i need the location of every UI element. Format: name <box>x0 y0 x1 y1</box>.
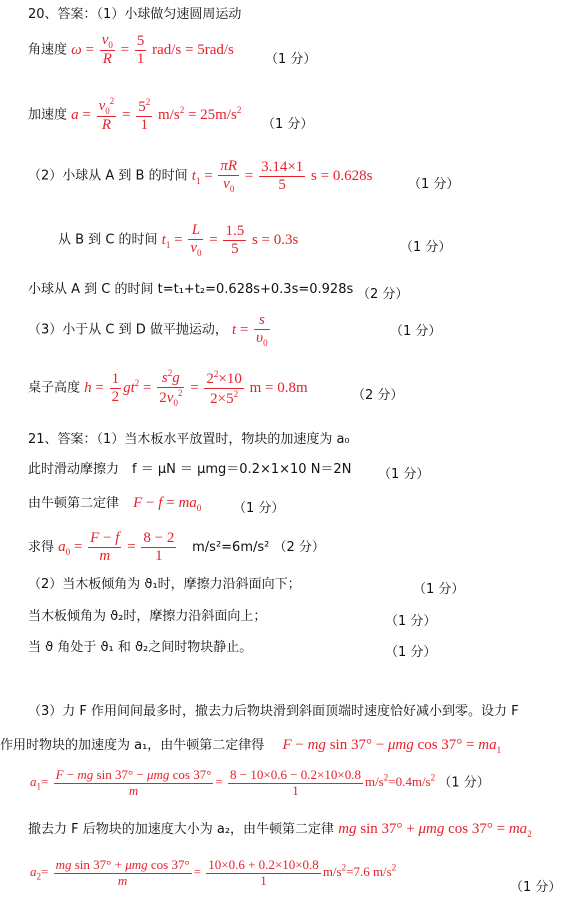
a1-newton-expression: F − mg sin 37° − μmg $\cos 37^\circ = ma_1$ <box>282 737 502 755</box>
q20-header: 20、答案：（1）小球做匀速圆周运动 <box>28 7 242 22</box>
q21-part3-b-text: 作用时物块的加速度为 a₁，由牛顿第二定律得 <box>0 738 265 753</box>
q21-part2-c-points: （1 分） <box>385 645 437 660</box>
solve-expression: $a_0$ = $\frac{F - f}{m}$ = $\frac{8 - 2}{1}$ <box>58 530 175 565</box>
acceleration-expression: a = $\frac{v_0^2}{R}$ = $\frac{5^2}{1}$ $m/s^2 = 25m/s^2$ <box>71 96 242 134</box>
solve-unit: m/s²=6m/s² <box>192 540 270 556</box>
bc-time-text: 从 B 到 C 的时间 <box>58 232 158 248</box>
ac-time-text: 小球从 A 到 C 的时间 t=t₁+t₂=0.628s+0.3s=0.928s <box>28 282 354 297</box>
q21-part3-c-line <box>28 822 532 839</box>
table-height-expression: h = $\frac{1}{2}$ $gt^2$ = $\frac{s^2g}{2v_0^2}$ = $\frac{2^2\times 10}{2\times 5^2}$ m = 0.8m <box>84 368 308 409</box>
table-height-points: （2 分） <box>352 388 404 403</box>
newton-text: 由牛顿第二定律 <box>28 496 120 511</box>
q21-part3-c-text: 撤去力 F 后物块的加速度大小为 a₂，由牛顿第二定律 <box>28 822 335 837</box>
bc-time-points: （1 分） <box>400 240 452 255</box>
omega-expression: ω = $\frac{v_0}{R}$ = $\frac{5}{1}$ rad/s = 5rad/s <box>71 32 234 68</box>
a1-expression: $a_1=$ $\frac{\text{F − mg sin 37° − μmg cos 37°}}{m}$ = $\frac{8 - 10\times 0.6 - 0.2\times 10\times 0.8}{1}$ $m/s^2=0.4m/s^2$ <box>30 767 436 798</box>
a2-expression: $a_2=$ $\frac{\text{mg sin 37° + μmg cos 37°}}{m}$ = $\frac{10\times 0.6 + 0.2\times 10\times 0.8}{1}$ $m/s^2=7.6$ $m/s^2$ <box>30 857 397 888</box>
q21-part3-a: （3）力 F 作用间间最多时，撤去力后物块滑到斜面顶端时速度恰好减小到零。设力 F <box>28 704 519 719</box>
q20-part2-text: （2）小球从 A 到 B 的时间 <box>28 168 188 184</box>
q21-header: 21、答案：（1）当木板水平放置时，物块的加速度为 a₀ <box>28 432 350 447</box>
acceleration-points: （1 分） <box>262 117 314 132</box>
cd-time-points: （1 分） <box>390 324 442 339</box>
solve-points: （2 分） <box>273 540 325 556</box>
q21-part2-c: 当 ϑ 角处于 ϑ₁ 和 ϑ₂之间时物块静止。 <box>28 640 253 655</box>
omega-equation <box>28 32 234 69</box>
a2-line <box>30 858 396 889</box>
table-height-line <box>28 368 308 409</box>
cd-time-expression: t = $\frac{s}{\upsilon_0}$ <box>232 312 268 349</box>
newton-points: （1 分） <box>233 501 285 516</box>
bc-time-line <box>58 222 298 259</box>
ab-time-expression: $t_1$ = $\frac{\pi R}{v_0}$ = $\frac{3.14\times 1}{5}$ s = 0.628s <box>191 158 373 195</box>
friction-points: （1 分） <box>378 467 430 482</box>
a1-points: （1 分） <box>438 775 490 791</box>
solve-text: 求得 <box>28 540 55 556</box>
friction-text: 此时滑动摩擦力 f ＝ μN ＝ μmg＝0.2×1×10 N＝2N <box>28 462 352 477</box>
q20-part3-text: （3）小于从 C 到 D 做平抛运动， <box>28 322 228 338</box>
solve-line <box>28 530 325 566</box>
omega-label: 角速度 <box>28 42 68 58</box>
newton-line <box>28 496 201 513</box>
table-height-label: 桌子高度 <box>28 380 81 396</box>
ac-time-points: （2 分） <box>357 287 409 302</box>
newton-expression: $F - f = ma_0$ <box>133 495 202 513</box>
a1-line <box>30 768 490 799</box>
a2-newton-expression: mg sin 37° + μmg $\cos 37^\circ = ma_2$ <box>338 821 532 839</box>
q20-part3-line <box>28 312 272 349</box>
acceleration-label: 加速度 <box>28 107 68 123</box>
bc-time-expression: $t_1$ = $\frac{L}{v_0}$ = $\frac{1.5}{5}$ s = 0.3s <box>161 222 299 259</box>
q21-part2-a-points: （1 分） <box>413 582 465 597</box>
acceleration-equation <box>28 96 241 135</box>
q20-part2-line <box>28 158 372 195</box>
ab-time-points: （1 分） <box>408 177 460 192</box>
q21-part2-b: 当木板倾角为 ϑ₂时，摩擦力沿斜面向上； <box>28 609 267 624</box>
a2-points: （1 分） <box>510 880 561 895</box>
omega-points: （1 分） <box>265 52 317 67</box>
q21-part2-a: （2）当木板倾角为 ϑ₁时，摩擦力沿斜面向下； <box>28 577 301 592</box>
q21-part2-b-points: （1 分） <box>385 614 437 629</box>
q21-part3-b-line <box>0 738 501 755</box>
